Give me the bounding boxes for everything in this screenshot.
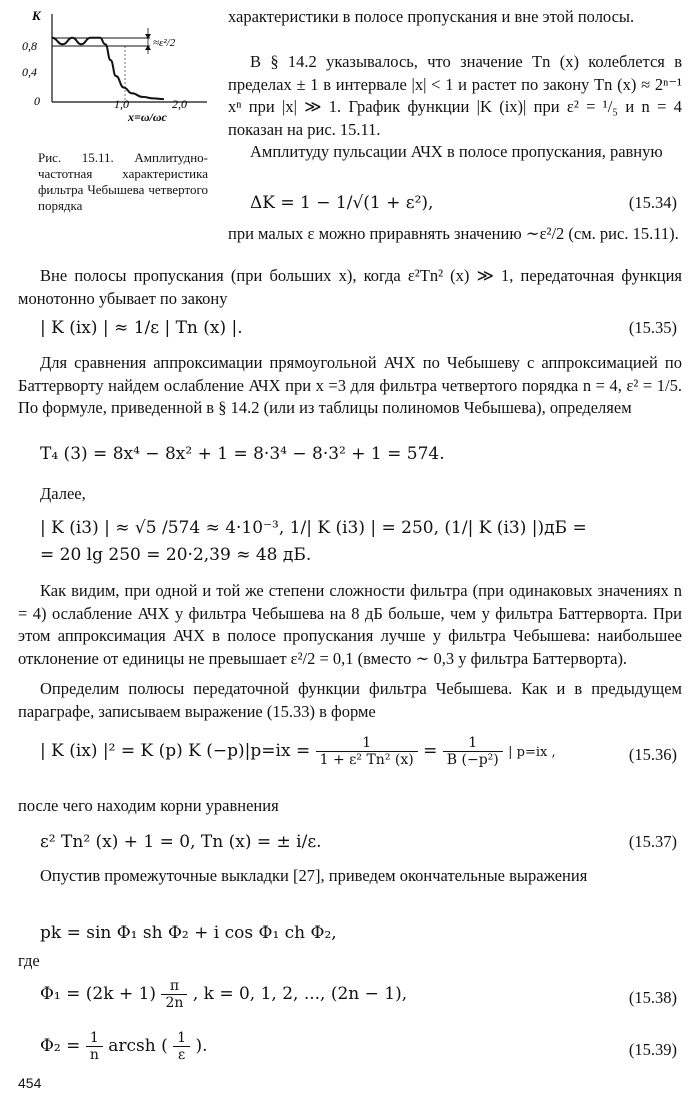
y-tick-04: 0,4: [22, 65, 37, 79]
equation-15-38: [40, 978, 407, 1011]
eq-15-36-lhs: | K (ix) |² = K (p) K (−p)|p=ix =: [40, 741, 311, 761]
y-tick-08: 0,8: [22, 39, 37, 53]
eq-15-36-tail: | p=ix ,: [508, 745, 556, 760]
equation-number-15-36: (15.36): [628, 745, 677, 764]
eq-15-39-frac2-den: ε: [177, 1047, 186, 1063]
eq-15-39-frac1-num: 1: [86, 1030, 103, 1047]
eq-15-39-frac1-den: n: [89, 1047, 99, 1063]
page-number: 454: [18, 1075, 42, 1091]
eq-15-36-frac2: [443, 735, 503, 768]
eq-15-38-frac-num: π: [161, 978, 187, 995]
x-tick-2: 2,0: [172, 97, 187, 111]
x-axis-label: x=ω/ωc: [128, 110, 167, 124]
eq-15-38-frac: [161, 978, 187, 1011]
equation-K-line1: | K (i3) | ≈ √5 /574 ≈ 4·10⁻³, 1/| K (i3) | = 250, (1/| K (i3) |)дБ =: [40, 518, 587, 538]
eq-15-39-frac2-num: 1: [173, 1030, 190, 1047]
y-axis-label: K: [32, 8, 41, 23]
equation-15-37: ε² Tn² (x) + 1 = 0, Tn (x) = ± i/ε.: [40, 832, 322, 852]
paragraph-as-seen: Как видим, при одной и той же степени сложности фильтра (при одинаковых значениях n = 4) ослабление АЧХ у фильтра Чебышева на 8 дБ больше, чем у фильтра Баттерворта. При этом аппроксимация АЧХ в полосе пропускания лучше у фильтра Чебышева: наибольшее отклонение от единицы не превышает ε²/2 = 0,1 (вместо ∼ 0,3 у фильтра Баттерворта).: [18, 581, 682, 668]
equation-K-line2: = 20 lg 250 = 20·2,39 ≈ 48 дБ.: [40, 545, 312, 565]
equation-15-35: | K (ix) | ≈ 1/ε | Tn (x) |.: [40, 318, 243, 338]
eq-15-36-frac2-den: B (−p²): [446, 752, 499, 768]
eq-15-36-frac1: [316, 735, 418, 768]
figure-caption: Рис. 15.11. Амплитудно-частотная характеристика фильтра Чебышева четвертого порядка: [38, 150, 208, 213]
equation-pk: pk = sin Φ₁ sh Φ₂ + i cos Φ₁ ch Φ₂,: [40, 923, 337, 943]
ripple-annotation: ≈ε²/2: [153, 37, 176, 49]
equation-T4: T₄ (3) = 8x⁴ − 8x² + 1 = 8·3⁴ − 8·3² + 1 = 574.: [40, 444, 445, 464]
eq-15-39-frac2: [173, 1030, 190, 1063]
equation-number-15-37: (15.37): [628, 832, 677, 851]
eq-15-39-mid: arcsh (: [108, 1036, 168, 1056]
right-col-para-3: Амплитуду пульсации АЧХ в полосе пропускания, равную: [250, 142, 663, 161]
right-col-para-1: характеристики в полосе пропускания и вне этой полосы.: [228, 7, 635, 26]
equation-number-15-34: (15.34): [628, 193, 677, 212]
text-gde: где: [18, 951, 40, 970]
right-col-para-2: В § 14.2 указывалось, что значение Tn (x) колеблется в пределах ± 1 в интервале |x| < 1 и растет по закону Tn (x) ≈ 2ⁿ⁻¹ xⁿ при |x| ≫ 1. График функции |K (ix)| при ε² = ¹/₅ и n = 4 показан на рис. 15.11.: [228, 52, 682, 139]
equation-number-15-35: (15.35): [628, 318, 677, 337]
eq-15-39-lhs: Φ₂ =: [40, 1036, 81, 1056]
eq-15-38-frac-den: 2n: [165, 995, 184, 1011]
paragraph-outside-band: Вне полосы пропускания (при больших x), когда ε²Tn² (x) ≫ 1, передаточная функция монотонно убывает по закону: [18, 266, 682, 308]
eq-15-38-lhs: Φ₁ = (2k + 1): [40, 984, 157, 1004]
chebyshev-response-chart: [22, 6, 212, 136]
eq-15-39-rhs: ).: [195, 1036, 208, 1056]
eq-15-36-frac1-num: 1: [316, 735, 418, 752]
equation-15-39: [40, 1030, 208, 1063]
equation-number-15-39: (15.39): [628, 1040, 677, 1059]
after-15-34-text: при малых ε можно приравнять значению ∼ε²/2 (см. рис. 15.11).: [228, 224, 679, 243]
eq-15-39-frac1: [86, 1030, 103, 1063]
eq-15-38-rhs: , k = 0, 1, 2, ..., (2n − 1),: [192, 984, 408, 1004]
equation-number-15-38: (15.38): [628, 988, 677, 1007]
equation-15-34: ΔK = 1 − 1/√(1 + ε²),: [250, 193, 434, 213]
text-roots: после чего находим корни уравнения: [18, 796, 279, 815]
equation-15-36: [40, 735, 556, 768]
paragraph-poles: Определим полюсы передаточной функции фильтра Чебышева. Как и в предыдущем параграфе, записываем выражение (15.33) в форме: [18, 679, 682, 721]
eq-15-36-frac2-num: 1: [443, 735, 503, 752]
eq-15-36-eq: =: [423, 741, 438, 761]
paragraph-final: Опустив промежуточные выкладки [27], приведем окончательные выражения: [40, 866, 588, 885]
y-tick-0: 0: [34, 94, 40, 108]
paragraph-compare: Для сравнения аппроксимации прямоугольной АЧХ по Чебышеву с аппроксимацией по Баттерворту найдем ослабление АЧХ при x =3 для фильтра четвертого порядка n = 4, ε² = 1/5. По формуле, приведенной в § 14.2 (или из таблицы полиномов Чебышева), определяем: [18, 353, 682, 417]
eq-15-36-frac1-den: 1 + ε² Tn² (x): [319, 752, 414, 768]
x-tick-1: 1,0: [114, 97, 129, 111]
text-dalee: Далее,: [40, 484, 86, 503]
